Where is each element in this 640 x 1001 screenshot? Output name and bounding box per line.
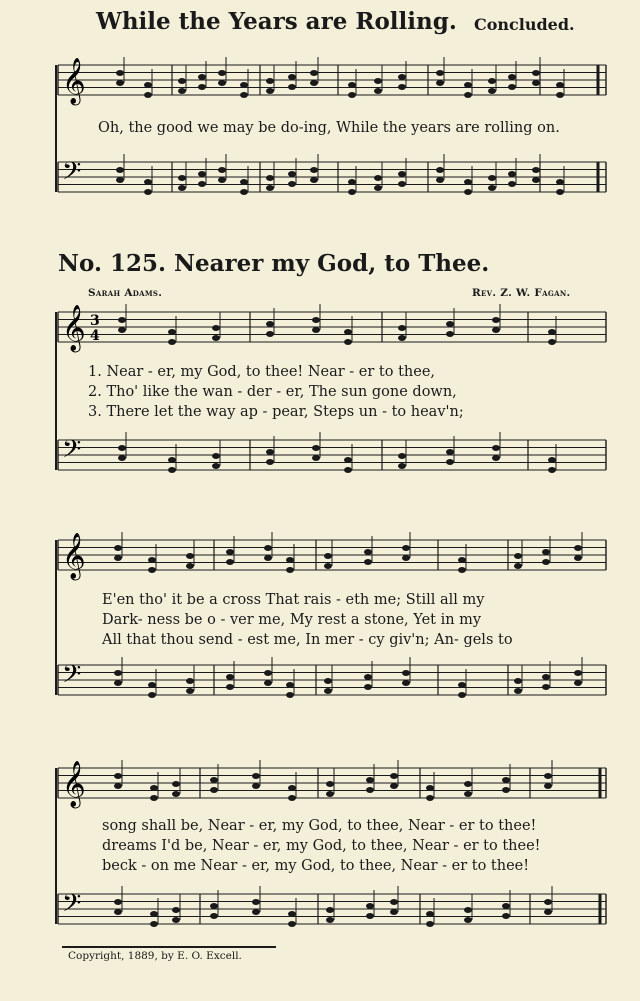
s1-bass-note bbox=[344, 457, 352, 463]
s2-treble-note bbox=[264, 545, 272, 551]
s3-bass-note bbox=[390, 899, 398, 905]
s2-bass-note bbox=[458, 682, 466, 688]
s2-bass-note bbox=[186, 688, 194, 694]
s1-bass-note bbox=[492, 455, 500, 461]
s3-treble-note bbox=[464, 781, 472, 787]
s1-bass-note bbox=[312, 445, 320, 451]
top-bass-note bbox=[310, 177, 318, 183]
hymn-title: Nearer my God, to Thee. bbox=[174, 250, 490, 277]
s3-treble-note bbox=[150, 795, 158, 801]
s2-bass-note bbox=[226, 684, 234, 690]
top-treble-note bbox=[436, 80, 444, 86]
top-treble-note bbox=[144, 92, 152, 98]
s2-treble-note bbox=[114, 555, 122, 561]
s1-treble-note bbox=[446, 321, 454, 327]
top-treble-note bbox=[240, 92, 248, 98]
s1-treble-note bbox=[212, 325, 220, 331]
top-bass-note bbox=[398, 171, 406, 177]
s2-bass-note bbox=[114, 670, 122, 676]
top-treble-note bbox=[178, 78, 186, 84]
s3-bass-note bbox=[114, 909, 122, 915]
top-bass-note bbox=[288, 171, 296, 177]
s2-treble-note bbox=[264, 555, 272, 561]
s1-bass-note bbox=[266, 449, 274, 455]
s1-treble-note bbox=[548, 329, 556, 335]
s2-bass-note bbox=[226, 674, 234, 680]
s1-treble-note bbox=[118, 317, 126, 323]
system2-verse1: E'en tho' it be a cross That rais - eth me; Still all my bbox=[102, 592, 485, 608]
s1-bass-note bbox=[446, 449, 454, 455]
top-treble-note bbox=[374, 88, 382, 94]
s3-treble-note bbox=[326, 781, 334, 787]
s3-bass-note bbox=[502, 903, 510, 909]
top-bass-note bbox=[198, 171, 206, 177]
s3-bass-note bbox=[464, 907, 472, 913]
s3-treble-note bbox=[288, 795, 296, 801]
s3-treble-note bbox=[502, 777, 510, 783]
s3-treble-note bbox=[288, 785, 296, 791]
copyright-notice: Copyright, 1889, by E. O. Excell. bbox=[68, 950, 242, 962]
s2-treble-note bbox=[364, 549, 372, 555]
top-treble-note bbox=[198, 84, 206, 90]
top-bass-note bbox=[288, 181, 296, 187]
top-treble-note bbox=[348, 82, 356, 88]
s3-bass-note bbox=[366, 903, 374, 909]
s3-bass-note bbox=[502, 913, 510, 919]
s2-treble-note bbox=[324, 563, 332, 569]
s2-bass-note bbox=[114, 680, 122, 686]
top-bass-note bbox=[374, 185, 382, 191]
system1-verse3: 3. There let the way ap - pear, Steps un - to heav'n; bbox=[88, 404, 464, 420]
top-treble-note bbox=[178, 88, 186, 94]
s1-bass-note bbox=[492, 445, 500, 451]
s2-treble-note bbox=[402, 545, 410, 551]
s2-bass-note bbox=[402, 670, 410, 676]
lyricist-credit: Sarah Adams. bbox=[88, 287, 163, 299]
s1-bass-clef: 𝄢 bbox=[62, 435, 82, 470]
top-treble-clef: 𝄞 bbox=[62, 58, 86, 104]
s1-treble-note bbox=[312, 327, 320, 333]
top-bass-note bbox=[436, 177, 444, 183]
s2-treble-note bbox=[542, 549, 550, 555]
s3-treble-note bbox=[252, 783, 260, 789]
top-treble-note bbox=[532, 70, 540, 76]
top-treble-note bbox=[116, 70, 124, 76]
s1-treble-note bbox=[212, 335, 220, 341]
top-treble-note bbox=[556, 82, 564, 88]
top-bass-note bbox=[218, 167, 226, 173]
s3-treble-note bbox=[326, 791, 334, 797]
s1-bass-note bbox=[398, 463, 406, 469]
s3-bass-note bbox=[114, 899, 122, 905]
top-treble-note bbox=[266, 78, 274, 84]
s1-bass-note bbox=[212, 463, 220, 469]
s1-time-signature: 4 bbox=[90, 328, 100, 344]
s1-bass-note bbox=[168, 457, 176, 463]
s3-bass-note bbox=[366, 913, 374, 919]
s3-treble-note bbox=[464, 791, 472, 797]
s3-bass-note bbox=[172, 907, 180, 913]
top-treble-note bbox=[288, 84, 296, 90]
top-treble-note bbox=[288, 74, 296, 80]
s2-treble-note bbox=[148, 557, 156, 563]
top-treble-note bbox=[144, 82, 152, 88]
s3-bass-note bbox=[252, 899, 260, 905]
top-bass-note bbox=[348, 189, 356, 195]
s3-treble-note bbox=[544, 773, 552, 779]
s2-bass-note bbox=[458, 692, 466, 698]
s1-treble-note bbox=[492, 327, 500, 333]
top-treble-note bbox=[348, 92, 356, 98]
top-bass-note bbox=[508, 181, 516, 187]
top-treble-note bbox=[310, 80, 318, 86]
top-bass-note bbox=[240, 189, 248, 195]
top-bass-note bbox=[348, 179, 356, 185]
s3-bass-note bbox=[210, 913, 218, 919]
s3-bass-note bbox=[288, 911, 296, 917]
s2-bass-note bbox=[186, 678, 194, 684]
system3-verse2: dreams I'd be, Near - er, my God, to thee, Near - er to thee! bbox=[102, 838, 541, 854]
s2-bass-note bbox=[574, 670, 582, 676]
s1-treble-note bbox=[168, 339, 176, 345]
top-bass-note bbox=[488, 175, 496, 181]
s2-treble-note bbox=[226, 549, 234, 555]
s2-treble-note bbox=[186, 553, 194, 559]
top-treble-note bbox=[218, 80, 226, 86]
s3-bass-note bbox=[464, 917, 472, 923]
s3-treble-note bbox=[366, 787, 374, 793]
s2-treble-note bbox=[458, 557, 466, 563]
top-treble-note bbox=[508, 74, 516, 80]
top-treble-note bbox=[556, 92, 564, 98]
s3-bass-note bbox=[426, 911, 434, 917]
s1-bass-note bbox=[168, 467, 176, 473]
top-treble-note bbox=[488, 78, 496, 84]
s2-treble-clef: 𝄞 bbox=[62, 533, 86, 579]
top-treble-note bbox=[532, 80, 540, 86]
top-bass-clef: 𝄢 bbox=[62, 157, 82, 192]
s3-treble-note bbox=[252, 773, 260, 779]
s1-treble-note bbox=[398, 325, 406, 331]
s2-bass-note bbox=[286, 692, 294, 698]
s3-treble-note bbox=[210, 777, 218, 783]
s2-treble-note bbox=[402, 555, 410, 561]
s3-bass-note bbox=[210, 903, 218, 909]
s3-treble-note bbox=[390, 783, 398, 789]
s2-bass-note bbox=[514, 688, 522, 694]
s2-treble-note bbox=[514, 563, 522, 569]
s3-bass-note bbox=[426, 921, 434, 927]
top-bass-note bbox=[116, 177, 124, 183]
s1-treble-note bbox=[312, 317, 320, 323]
s1-treble-note bbox=[344, 329, 352, 335]
s3-treble-note bbox=[366, 777, 374, 783]
top-treble-note bbox=[464, 82, 472, 88]
s2-bass-note bbox=[148, 682, 156, 688]
s3-treble-clef: 𝄞 bbox=[62, 761, 86, 807]
s2-treble-note bbox=[226, 559, 234, 565]
system1-verse2: 2. Tho' like the wan - der - er, The sun gone down, bbox=[88, 384, 457, 400]
s2-treble-note bbox=[286, 557, 294, 563]
top-bass-note bbox=[198, 181, 206, 187]
top-treble-note bbox=[198, 74, 206, 80]
top-bass-note bbox=[144, 179, 152, 185]
s1-bass-note bbox=[118, 455, 126, 461]
s2-bass-note bbox=[364, 674, 372, 680]
s3-treble-note bbox=[390, 773, 398, 779]
s3-treble-note bbox=[114, 783, 122, 789]
top-bass-note bbox=[532, 177, 540, 183]
top-treble-note bbox=[436, 70, 444, 76]
top-bass-note bbox=[240, 179, 248, 185]
top-hymn-title: While the Years are Rolling. bbox=[96, 8, 457, 35]
s1-bass-note bbox=[548, 457, 556, 463]
s2-treble-note bbox=[186, 563, 194, 569]
s2-bass-note bbox=[286, 682, 294, 688]
top-bass-note bbox=[464, 189, 472, 195]
top-bass-note bbox=[266, 175, 274, 181]
top-treble-note bbox=[240, 82, 248, 88]
top-treble-note bbox=[398, 84, 406, 90]
s2-bass-note bbox=[324, 688, 332, 694]
top-treble-note bbox=[266, 88, 274, 94]
top-bass-note bbox=[266, 185, 274, 191]
s1-bass-note bbox=[548, 467, 556, 473]
s2-bass-note bbox=[364, 684, 372, 690]
s1-treble-clef: 𝄞 bbox=[62, 305, 86, 351]
top-hymn-lyric: Oh, the good we may be do-ing, While the years are rolling on. bbox=[98, 120, 560, 136]
copyright-rule bbox=[62, 946, 276, 948]
top-treble-note bbox=[398, 74, 406, 80]
top-treble-note bbox=[488, 88, 496, 94]
s3-treble-note bbox=[172, 781, 180, 787]
s3-treble-note bbox=[426, 785, 434, 791]
top-bass-note bbox=[556, 189, 564, 195]
s1-treble-note bbox=[118, 327, 126, 333]
s1-treble-note bbox=[266, 331, 274, 337]
s2-treble-note bbox=[542, 559, 550, 565]
s2-bass-note bbox=[264, 670, 272, 676]
s1-bass-note bbox=[446, 459, 454, 465]
top-bass-note bbox=[178, 185, 186, 191]
s3-bass-note bbox=[326, 917, 334, 923]
s2-treble-note bbox=[458, 567, 466, 573]
s3-bass-note bbox=[252, 909, 260, 915]
s1-bass-note bbox=[212, 453, 220, 459]
s1-time-signature: 3 bbox=[90, 313, 100, 329]
s1-bass-note bbox=[398, 453, 406, 459]
s1-bass-note bbox=[312, 455, 320, 461]
s2-bass-note bbox=[514, 678, 522, 684]
top-treble-note bbox=[508, 84, 516, 90]
s1-treble-note bbox=[168, 329, 176, 335]
s1-bass-note bbox=[344, 467, 352, 473]
s3-bass-note bbox=[544, 909, 552, 915]
s3-treble-note bbox=[502, 787, 510, 793]
s2-bass-clef: 𝄢 bbox=[62, 660, 82, 695]
top-bass-note bbox=[178, 175, 186, 181]
top-bass-note bbox=[464, 179, 472, 185]
top-treble-note bbox=[116, 80, 124, 86]
system3-verse3: beck - on me Near - er, my God, to thee, Near - er to thee! bbox=[102, 858, 530, 874]
top-bass-note bbox=[398, 181, 406, 187]
s1-treble-note bbox=[398, 335, 406, 341]
s3-bass-note bbox=[150, 921, 158, 927]
s2-treble-note bbox=[574, 545, 582, 551]
s2-bass-note bbox=[574, 680, 582, 686]
s2-treble-note bbox=[364, 559, 372, 565]
s3-bass-note bbox=[150, 911, 158, 917]
s1-treble-note bbox=[446, 331, 454, 337]
system3-verse1: song shall be, Near - er, my God, to thee, Near - er to thee! bbox=[102, 818, 537, 834]
top-treble-note bbox=[374, 78, 382, 84]
s1-bass-note bbox=[266, 459, 274, 465]
s3-treble-note bbox=[150, 785, 158, 791]
s3-treble-note bbox=[210, 787, 218, 793]
s2-bass-note bbox=[324, 678, 332, 684]
s3-treble-note bbox=[114, 773, 122, 779]
top-bass-note bbox=[144, 189, 152, 195]
top-bass-note bbox=[218, 177, 226, 183]
top-treble-note bbox=[464, 92, 472, 98]
s1-bass-note bbox=[118, 445, 126, 451]
s2-treble-note bbox=[514, 553, 522, 559]
s3-bass-note bbox=[390, 909, 398, 915]
s2-bass-note bbox=[264, 680, 272, 686]
s3-bass-clef: 𝄢 bbox=[62, 889, 82, 924]
top-bass-note bbox=[374, 175, 382, 181]
top-bass-note bbox=[310, 167, 318, 173]
s3-bass-note bbox=[326, 907, 334, 913]
top-bass-note bbox=[436, 167, 444, 173]
s2-bass-note bbox=[148, 692, 156, 698]
top-bass-note bbox=[532, 167, 540, 173]
s1-treble-note bbox=[492, 317, 500, 323]
s2-bass-note bbox=[542, 674, 550, 680]
s3-treble-note bbox=[172, 791, 180, 797]
system2-verse2: Dark- ness be o - ver me, My rest a stone, Yet in my bbox=[102, 612, 482, 628]
top-hymn-suffix: Concluded. bbox=[474, 15, 575, 34]
system1-verse1: 1. Near - er, my God, to thee! Near - er to thee, bbox=[88, 364, 436, 380]
s3-bass-note bbox=[288, 921, 296, 927]
s3-bass-note bbox=[544, 899, 552, 905]
s3-treble-note bbox=[544, 783, 552, 789]
s2-bass-note bbox=[542, 684, 550, 690]
s3-bass-note bbox=[172, 917, 180, 923]
s2-treble-note bbox=[148, 567, 156, 573]
top-treble-note bbox=[218, 70, 226, 76]
hymn-number: No. 125. bbox=[58, 250, 166, 277]
s2-treble-note bbox=[574, 555, 582, 561]
s1-treble-note bbox=[548, 339, 556, 345]
s2-bass-note bbox=[402, 680, 410, 686]
s1-treble-note bbox=[266, 321, 274, 327]
s2-treble-note bbox=[324, 553, 332, 559]
s2-treble-note bbox=[286, 567, 294, 573]
s1-treble-note bbox=[344, 339, 352, 345]
top-bass-note bbox=[556, 179, 564, 185]
top-bass-note bbox=[508, 171, 516, 177]
composer-credit: Rev. Z. W. Fagan. bbox=[472, 287, 571, 299]
s2-treble-note bbox=[114, 545, 122, 551]
top-bass-note bbox=[116, 167, 124, 173]
top-bass-note bbox=[488, 185, 496, 191]
system2-verse3: All that thou send - est me, In mer - cy giv'n; An- gels to bbox=[102, 632, 513, 648]
top-treble-note bbox=[310, 70, 318, 76]
s3-treble-note bbox=[426, 795, 434, 801]
